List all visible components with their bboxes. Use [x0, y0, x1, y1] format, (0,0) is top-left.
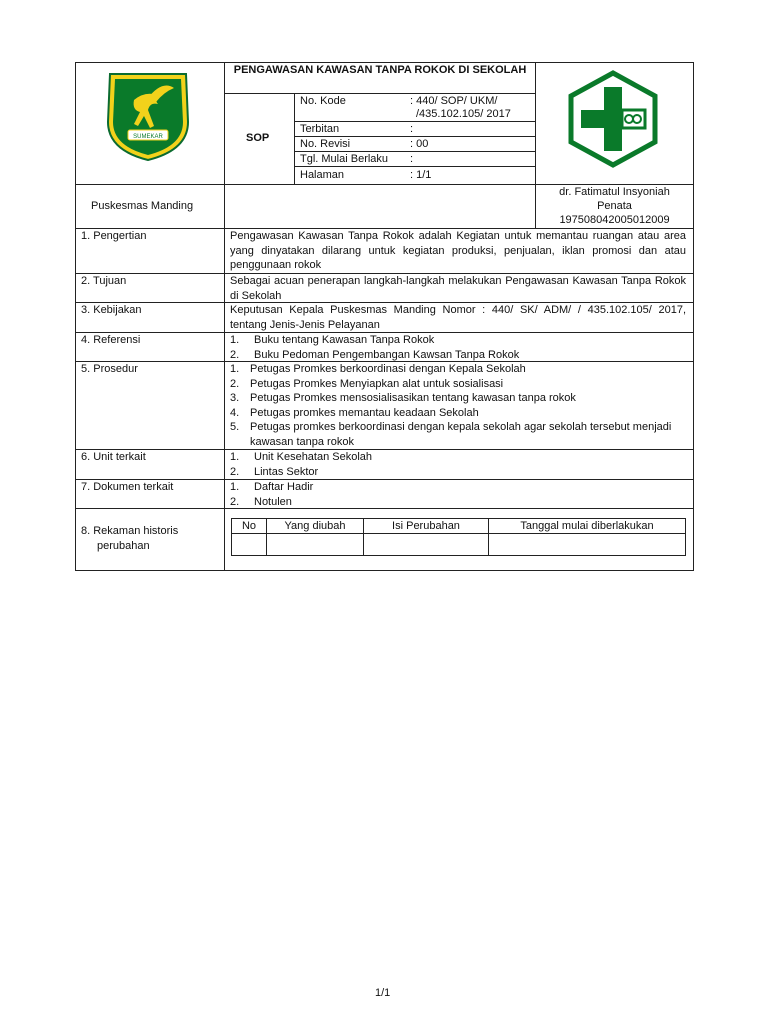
section-label-rekaman: 8. Rekaman historis — [81, 525, 179, 537]
svg-text:SUMEKAR: SUMEKAR — [133, 134, 163, 140]
list-item: 2. Petugas Promkes Menyiapkan alat untuk sosialisasi — [230, 377, 504, 390]
list-item: 3. Petugas Promkes mensosialisasikan tentang kawasan tanpa rokok — [230, 392, 576, 404]
field-value: : 00 — [410, 138, 429, 150]
field-label: Halaman — [300, 169, 345, 181]
list-item: 4. Petugas promkes memantau keadaan Sekolah — [230, 406, 479, 419]
column-header: Tanggal mulai diberlakukan — [489, 519, 686, 534]
puskesmas-logo — [564, 70, 662, 168]
field-label: Terbitan — [300, 123, 340, 135]
list-item: 1. Buku tentang Kawasan Tanpa Rokok — [230, 334, 435, 346]
column-header: Isi Perubahan — [364, 519, 489, 534]
field-value: : 440/ SOP/ UKM/ — [410, 95, 498, 107]
section-label-tujuan: 2. Tujuan — [81, 275, 127, 287]
prosedur-list — [230, 362, 686, 449]
page-number: 1/1 — [375, 987, 391, 999]
section-label-rekaman-cont: perubahan — [97, 540, 150, 552]
section-label-dokumen: 7. Dokumen terkait — [81, 481, 174, 493]
section-label-kebijakan: 3. Kebijakan — [81, 304, 142, 316]
table-cell — [489, 534, 686, 556]
signer-block — [536, 185, 693, 227]
org-name: Puskesmas Manding — [91, 200, 194, 212]
referensi-list — [230, 333, 686, 362]
table-header-row — [232, 519, 686, 534]
tujuan-text: Sebagai acuan penerapan langkah-langkah melakukan Pengawasan Kawasan Tanpa Rokok di Sekolah — [230, 275, 686, 302]
kebijakan-text: Keputusan Kepala Puskesmas Manding Nomor : 440/ SK/ ADM/ / 435.102.105/ 2017, tentang Jenis-Jenis Pelayanan — [230, 304, 686, 331]
signer-nip: 197508042005012009 — [559, 214, 670, 226]
section-label-prosedur: 5. Prosedur — [81, 363, 138, 375]
table-row — [232, 534, 686, 556]
section-label-unit: 6. Unit terkait — [81, 451, 146, 463]
table-cell — [232, 534, 267, 556]
column-header: No — [232, 519, 267, 534]
list-item: 5. Petugas promkes berkoordinasi dengan kepala sekolah agar sekolah tersebut menjadi kawasan tanpa rokok — [230, 421, 672, 448]
dokumen-list — [230, 480, 686, 509]
list-item: 1. Petugas Promkes berkoordinasi dengan Kepala Sekolah — [230, 363, 526, 375]
field-value: : 1/1 — [410, 169, 432, 181]
field-label: No. Kode — [300, 95, 346, 107]
signer-rank: Penata — [597, 200, 632, 212]
table-cell — [267, 534, 364, 556]
sop-label: SOP — [246, 132, 270, 144]
regency-shield-logo — [104, 70, 192, 162]
signer-name: dr. Fatimatul Insyoniah — [559, 186, 670, 198]
table-cell — [364, 534, 489, 556]
list-item: 2. Lintas Sektor — [230, 465, 319, 478]
list-item: 2. Buku Pedoman Pengembangan Kawsan Tanpa Rokok — [230, 348, 520, 361]
field-value: : — [410, 153, 414, 165]
document-title: PENGAWASAN KAWASAN TANPA ROKOK DI SEKOLAH — [233, 64, 527, 76]
pengertian-text: Pengawasan Kawasan Tanpa Rokok adalah Kegiatan untuk memantau ruangan atau area yang dinyatakan dilarang untuk kegiatan produksi, penjualan, iklan promosi dan atau penggunaan rokok — [230, 230, 686, 271]
list-item: 1. Daftar Hadir — [230, 481, 314, 493]
section-label-referensi: 4. Referensi — [81, 334, 141, 346]
field-value: : — [410, 123, 414, 135]
field-label: Tgl. Mulai Berlaku — [300, 153, 389, 165]
column-header: Yang diubah — [267, 519, 364, 534]
field-value: /435.102.105/ 2017 — [416, 108, 511, 120]
section-label-pengertian: 1. Pengertian — [81, 230, 147, 242]
revision-history-table — [231, 518, 686, 556]
list-item: 2. Notulen — [230, 495, 292, 508]
unit-list — [230, 450, 686, 479]
field-label: No. Revisi — [300, 138, 351, 150]
list-item: 1. Unit Kesehatan Sekolah — [230, 451, 373, 463]
